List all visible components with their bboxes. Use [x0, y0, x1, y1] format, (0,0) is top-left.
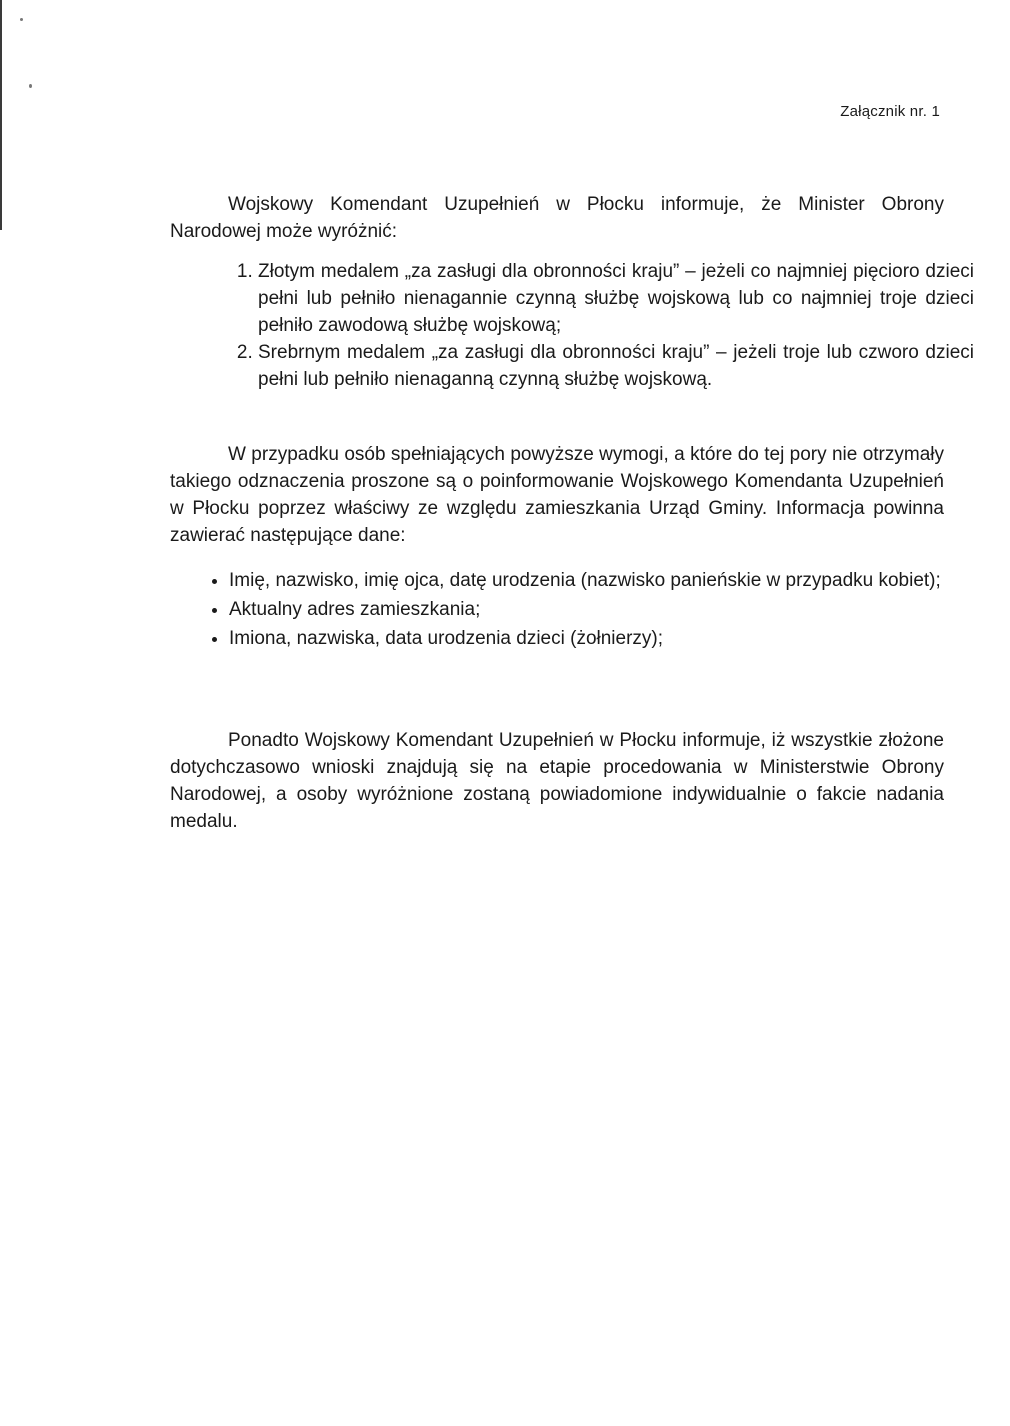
scan-speck: [29, 84, 32, 88]
intro-paragraph: [170, 191, 944, 245]
closing-paragraph: Ponadto Wojskowy Komendant Uzupełnień w Płocku informuje, iż wszystkie złożone dotychczasowo wnioski znajdują się na etapie procedowania w Ministerstwie Obrony Narodowej, a osoby wyróżnione zostaną powiadomione indywidualnie o fakcie nadania medalu.: [170, 730, 944, 832]
info-paragraph: W przypadku osób spełniających powyższe wymogi, a które do tej pory nie otrzymały takiego odznaczenia proszone są o poinformowanie Wojskowego Komendanta Uzupełnień w Płocku poprzez właściwy ze względu zamieszkania Urząd Gminy. Informacja powinna zawierać następujące dane:: [170, 444, 944, 546]
list-item: • Aktualny adres zamieszkania;: [229, 596, 973, 623]
scan-edge-mark: [0, 0, 2, 230]
list-item: • Imiona, nazwiska, data urodzenia dzieci (żołnierzy);: [229, 625, 973, 652]
list-item: • Imię, nazwisko, imię ojca, datę urodzenia (nazwisko panieńskie w przypadku kobiet);: [229, 567, 973, 594]
annex-label: Załącznik nr. 1: [840, 103, 940, 120]
required-data-list: [200, 567, 973, 654]
intro-text: Wojskowy Komendant Uzupełnień w Płocku informuje, że Minister Obrony Narodowej może wyróżnić:: [170, 194, 944, 242]
medal-list: [228, 258, 974, 393]
scan-speck: [20, 18, 23, 21]
medal-item-gold: 1. Złotym medalem „za zasługi dla obronności kraju” – jeżeli co najmniej pięcioro dzieci pełni lub pełniło nienagannie czynną służbę wojskową lub co najmniej troje dzieci pełniło zawodową służbę wojskową;: [258, 258, 974, 339]
medal-item-silver: 2. Srebrnym medalem „za zasługi dla obronności kraju” – jeżeli troje lub czworo dzieci pełni lub pełniło nienaganną czynną służbę wojskową.: [258, 339, 974, 393]
